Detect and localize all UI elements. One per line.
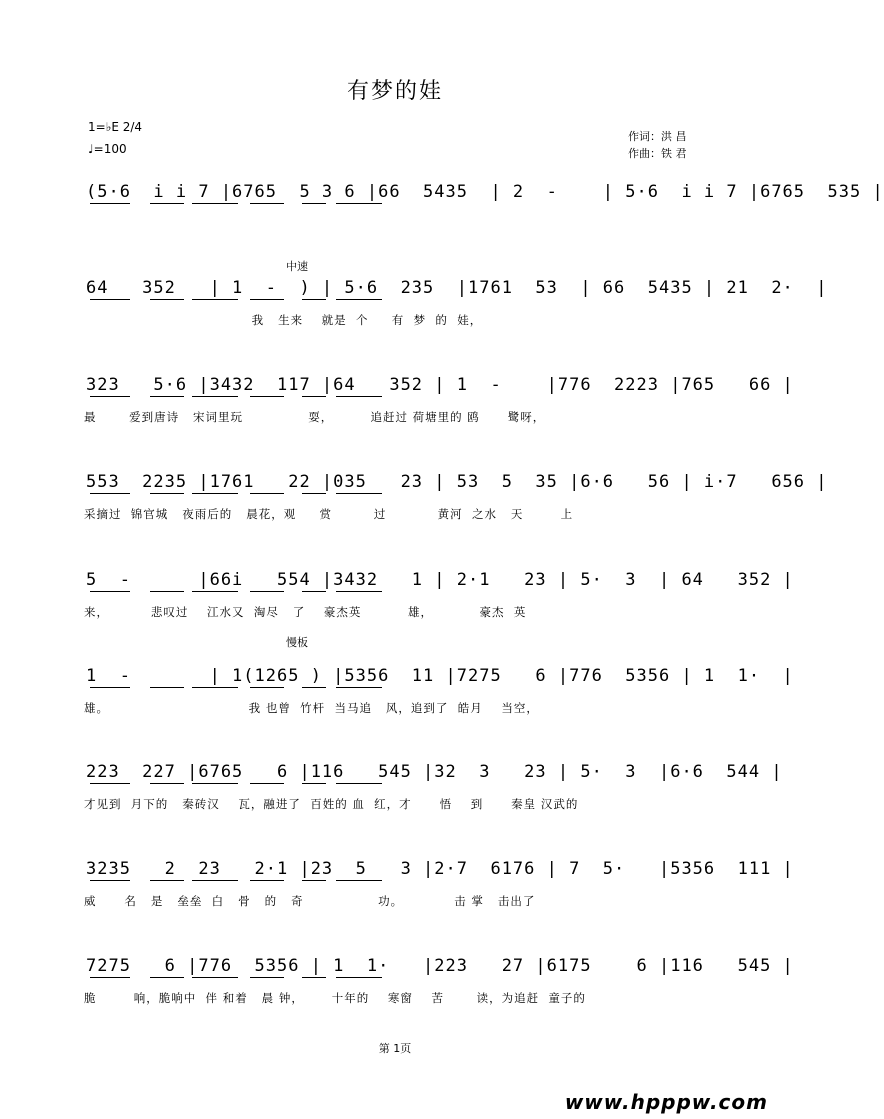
lyric-line: 威 名 是 垒垒 白 骨 的 奇 功。 击 掌 击出了 (84, 894, 536, 908)
beam-line (250, 299, 284, 300)
beam-line (150, 203, 184, 204)
beam-line (336, 783, 382, 784)
beam-line (302, 977, 326, 978)
beam-line (90, 687, 130, 688)
notation-line: 1 - | 1(1265 ) |5356 11 |7275 6 |776 5356 | 1 1· | (86, 666, 794, 686)
beam-line (90, 977, 130, 978)
notation-line: (5·6 i i 7 |6765 5 3 6 |66 5435 | 2 - | 5·6 i i 7 |6765 535 | (86, 182, 884, 202)
beam-line (302, 783, 326, 784)
beam-line (302, 396, 326, 397)
lyric-line: 雄。 我 也曾 竹杆 当马追 风，追到了 皓月 当空， (84, 701, 539, 715)
beam-line (192, 977, 238, 978)
beam-line (336, 591, 382, 592)
notation-line: 323 5·6 |3432 117 |64 352 | 1 - |776 2223 |765 66 | (86, 375, 794, 395)
beam-line (150, 977, 184, 978)
beam-line (336, 687, 382, 688)
beam-line (250, 396, 284, 397)
beam-line (250, 880, 284, 881)
score-system (0, 182, 884, 244)
beam-line (336, 880, 382, 881)
lyric-line: 脆 响，脆响中 伴 和着 晨 钟， 十年的 寒窗 苦 读，为追赶 童子的 (84, 991, 586, 1005)
key-signature: 1=♭E 2/4 (88, 120, 143, 134)
beam-line (90, 591, 130, 592)
beam-line (192, 396, 238, 397)
score-system (0, 762, 790, 824)
score-system (0, 666, 794, 728)
beam-line (90, 880, 130, 881)
beam-line (336, 396, 382, 397)
beam-line (302, 203, 326, 204)
score-system (0, 956, 794, 1018)
beam-line (150, 591, 184, 592)
beam-line (90, 783, 130, 784)
beam-line (150, 396, 184, 397)
beam-line (302, 493, 326, 494)
beam-line (90, 493, 130, 494)
beam-line (250, 687, 284, 688)
site-watermark: www.hpppw.com (564, 1090, 768, 1114)
beam-line (302, 591, 326, 592)
beam-line (150, 783, 184, 784)
beam-line (336, 203, 382, 204)
beam-line (250, 493, 284, 494)
beam-line (192, 783, 238, 784)
score-system (0, 570, 794, 632)
beam-line (250, 203, 284, 204)
beam-line (150, 493, 184, 494)
score-system (0, 859, 794, 921)
notation-line: 7275 6 |776 5356 | 1 1· |223 27 |6175 6 |116 545 | (86, 956, 794, 976)
lyric-line: 采摘过 锦官城 夜雨后的 晨花，观 赏 过 黄河 之水 天 上 (84, 507, 574, 521)
beam-line (192, 493, 238, 494)
beam-line (150, 299, 184, 300)
lyricist: 作词：洪 昌 (628, 130, 687, 143)
beam-line (336, 977, 382, 978)
moderato-marking: 中速 (286, 260, 308, 273)
notation-line: 553 2235 |1761 22 |035 23 | 53 5 35 |6·6 56 | i·7 656 | (86, 472, 828, 492)
beam-line (250, 783, 284, 784)
slow-marking: 慢板 (286, 636, 308, 649)
beam-line (250, 977, 284, 978)
score-system (0, 278, 828, 340)
beam-line (250, 591, 284, 592)
beam-line (192, 299, 238, 300)
notation-line: 64 352 | 1 - ) | 5·6 235 |1761 53 | 66 5435 | 21 2· | (86, 278, 828, 298)
song-title: 有梦的娃 (346, 79, 443, 104)
beam-line (150, 880, 184, 881)
beam-line (302, 299, 326, 300)
composer: 作曲：铁 君 (628, 147, 687, 160)
beam-line (192, 880, 238, 881)
lyric-line: 我 生来 就是 个 有 梦 的 娃， (84, 313, 483, 327)
beam-line (90, 396, 130, 397)
tempo-marking: ♩=100 (88, 142, 127, 156)
beam-line (336, 299, 382, 300)
notation-line: 5 - |66i 554 |3432 1 | 2·1 23 | 5· 3 | 64 352 | (86, 570, 794, 590)
beam-line (192, 687, 238, 688)
score-system (0, 472, 828, 534)
credits (628, 128, 687, 162)
beam-line (302, 687, 326, 688)
beam-line (302, 880, 326, 881)
beam-line (192, 203, 238, 204)
beam-line (336, 493, 382, 494)
beam-line (90, 203, 130, 204)
lyric-line: 才见到 月下的 秦砖汉 瓦，融进了 百姓的 血 红，才 悟 到 秦皇 汉武的 (84, 797, 579, 811)
notation-line: 3235 2 23 2·1 |23 5 3 |2·7 6176 | 7 5· |5356 111 | (86, 859, 794, 879)
beam-line (150, 687, 184, 688)
notation-line: 223 227 |6765 6 |116 545 |32 3 23 | 5· 3 |6·6 544 | (86, 762, 783, 782)
score-system (0, 375, 794, 437)
page-number: 第 1页 (378, 1042, 412, 1055)
beam-line (192, 591, 238, 592)
beam-line (90, 299, 130, 300)
lyric-line: 来， 悲叹过 江水又 淘尽 了 豪杰英 雄， 豪杰 英 (84, 605, 527, 619)
lyric-line: 最 爱到唐诗 宋词里玩 耍， 追赶过 荷塘里的 鸥 鹭呀， (84, 410, 546, 424)
